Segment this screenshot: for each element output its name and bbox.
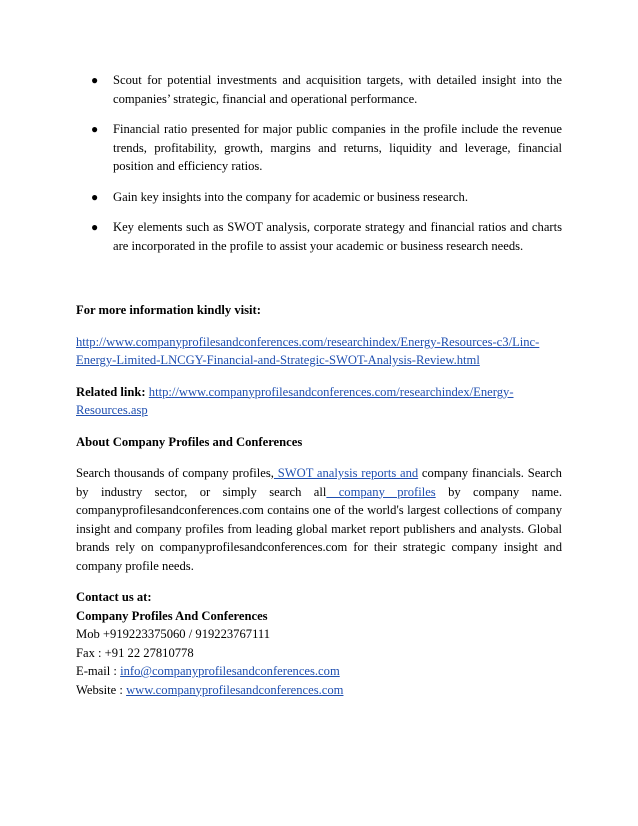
email-link[interactable]: info@companyprofilesandconferences.com <box>120 664 340 678</box>
bullet-dot-icon: ● <box>91 122 99 136</box>
related-link[interactable]: http://www.companyprofilesandconferences.com/researchindex/Energy-Resources.asp <box>76 384 514 417</box>
more-info-link[interactable]: http://www.companyprofilesandconferences.com/researchindex/Energy-Resources-c3/Linc-Energy-Limited-LNCGY-Financial-and-Strategic-SWOT-Analysis-Review.html <box>76 334 540 367</box>
bullet-dot-icon: ● <box>91 220 99 234</box>
bullet-item: ● Financial ratio presented for major public companies in the profile include the revenue trends, profitability, growth, margins and returns, liquidity and leverage, financial position and efficiency ratios. <box>91 122 562 173</box>
company-profiles-link[interactable]: company profiles <box>326 484 436 499</box>
website-link[interactable]: www.companyprofilesandconferences.com <box>126 682 344 697</box>
contact-email: E-mail : info@companyprofilesandconferences.com <box>76 664 340 678</box>
bullet-dot-icon: ● <box>91 189 99 204</box>
bullet-item: ● Scout for potential investments and acquisition targets, with detailed insight into the companies’ strategic, financial and operational performance. <box>91 73 562 106</box>
related-link-paragraph <box>76 383 562 420</box>
contact-fax: Fax : +91 22 27810778 <box>76 645 194 660</box>
more-info-paragraph <box>76 333 562 370</box>
contact-heading: Contact us at: <box>76 590 152 604</box>
about-paragraph: Search thousands of company profiles, SWOT analysis reports and company financials. Search by industry sector, or simply search all company profiles by company name. companyprofilesandconferences.com contains one of the world's largest collections of company insight and company profiles from leading global market report publishers and analysts. Global brands rely on companyprofilesandconferences.com for their strategic company insight and company profile needs. <box>76 466 562 573</box>
bullet-item: ● Gain key insights into the company for academic or business research. <box>113 188 562 207</box>
feature-bullet-list <box>76 71 562 255</box>
bullet-item: ● Key elements such as SWOT analysis, corporate strategy and financial ratios and charts are incorporated in the profile to assist your academic or business research needs. <box>91 220 562 253</box>
contact-website: Website : www.companyprofilesandconferences.com <box>76 682 344 697</box>
contact-block <box>76 588 562 699</box>
contact-company: Company Profiles And Conferences <box>76 608 268 623</box>
about-heading: About Company Profiles and Conferences <box>76 434 303 449</box>
swot-reports-link[interactable]: SWOT analysis reports and <box>273 466 419 480</box>
related-link-label: Related link: <box>76 384 146 399</box>
bullet-dot-icon: ● <box>91 73 99 87</box>
more-info-heading: For more information kindly visit: <box>76 303 261 317</box>
contact-mobile: Mob +919223375060 / 919223767111 <box>76 627 271 641</box>
